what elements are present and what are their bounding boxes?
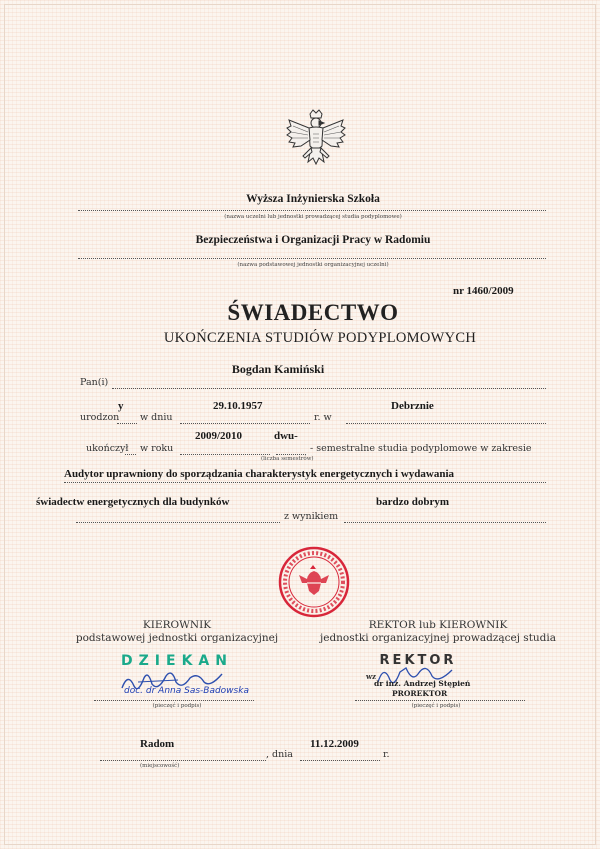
- certificate-title: ŚWIADECTWO: [227, 300, 399, 325]
- birth-place: Debrznie: [391, 400, 434, 412]
- certificate-number: nr 1460/2009: [453, 285, 514, 297]
- faculty-caption: (nazwa podstawowej jednostki organizacyjnej uczelni): [237, 262, 389, 268]
- left-signatory-subtitle: podstawowej jednostki organizacyjnej: [75, 632, 279, 644]
- institution-caption: (nazwa uczelni lub jednostki prowadzącej studia podyplomowe): [224, 214, 402, 220]
- semesters-caption: (liczba semestrów): [261, 456, 314, 462]
- right-prefix: wz: [366, 672, 377, 681]
- issue-place: Radom: [140, 738, 175, 750]
- left-signature-caption: (pieczęć i podpis): [152, 703, 202, 709]
- issue-place-caption: (miejscowość): [140, 763, 180, 769]
- grade: bardzo dobrym: [376, 496, 450, 508]
- semesters-line: [276, 454, 306, 455]
- institution-name: Wyższa Inżynierska Szkoła: [246, 193, 380, 205]
- birth-date-line: [180, 423, 310, 424]
- certificate-subtitle: UKOŃCZENIA STUDIÓW PODYPLOMOWYCH: [163, 330, 477, 346]
- field-underline-2: [76, 522, 280, 523]
- left-signature-line: [94, 700, 254, 701]
- right-signatory-name: dr inż. Andrzej Stępień: [374, 679, 471, 688]
- left-signatory-title: KIEROWNIK: [142, 619, 212, 631]
- issue-date-label: , dnia: [266, 749, 293, 760]
- field-line-1: Audytor uprawniony do sporządzania charakterystyk energetycznych i wydawania: [64, 468, 455, 480]
- issue-date: 11.12.2009: [310, 738, 359, 750]
- field-underline-1: [64, 482, 546, 483]
- right-signatory-role: PROREKTOR: [392, 689, 448, 698]
- year-place-label: r. w: [314, 412, 332, 423]
- faculty-line: [78, 258, 546, 259]
- field-line-2: świadectw energetycznych dla budynków: [36, 496, 230, 508]
- study-year: 2009/2010: [195, 430, 243, 442]
- born-label: urodzon: [80, 412, 120, 423]
- institution-line: [78, 210, 546, 211]
- name-label: Pan(i): [80, 377, 109, 388]
- day-label: w dniu: [140, 412, 173, 423]
- born-suffix: y: [118, 400, 124, 412]
- right-signatory-subtitle: jednostki organizacyjnej prowadzącej studia: [319, 632, 557, 644]
- rector-stamp: REKTOR: [379, 653, 457, 668]
- person-name: Bogdan Kamiński: [231, 362, 325, 376]
- dean-stamp: DZIEKAN: [121, 653, 233, 669]
- birth-place-line: [346, 423, 546, 424]
- name-line: [112, 388, 546, 389]
- red-seal-stamp: [277, 545, 351, 619]
- issue-date-line: [300, 760, 380, 761]
- completed-line: [125, 454, 136, 455]
- completed-year-line: [180, 454, 270, 455]
- right-signature-caption: (pieczęć i podpis): [411, 703, 461, 709]
- eagle-emblem-icon: [283, 108, 349, 174]
- semesters-count: dwu-: [274, 430, 298, 442]
- issue-place-line: [100, 760, 266, 761]
- born-line: [117, 423, 137, 424]
- issue-date-suffix: r.: [383, 749, 390, 760]
- scope-label: - semestralne studia podyplomowe w zakresie: [310, 443, 532, 454]
- completed-label: ukończył: [86, 443, 129, 454]
- right-signature-line: [355, 700, 525, 701]
- result-label: z wynikiem: [284, 511, 339, 522]
- completed-year-label: w roku: [140, 443, 174, 454]
- grade-line: [344, 522, 546, 523]
- right-signatory-title: REKTOR lub KIEROWNIK: [368, 619, 508, 631]
- left-signatory-name: doc. dr Anna Sas-Badowska: [124, 686, 249, 696]
- birth-date: 29.10.1957: [213, 400, 263, 412]
- faculty-name: Bezpieczeństwa i Organizacji Pracy w Radomiu: [195, 234, 431, 246]
